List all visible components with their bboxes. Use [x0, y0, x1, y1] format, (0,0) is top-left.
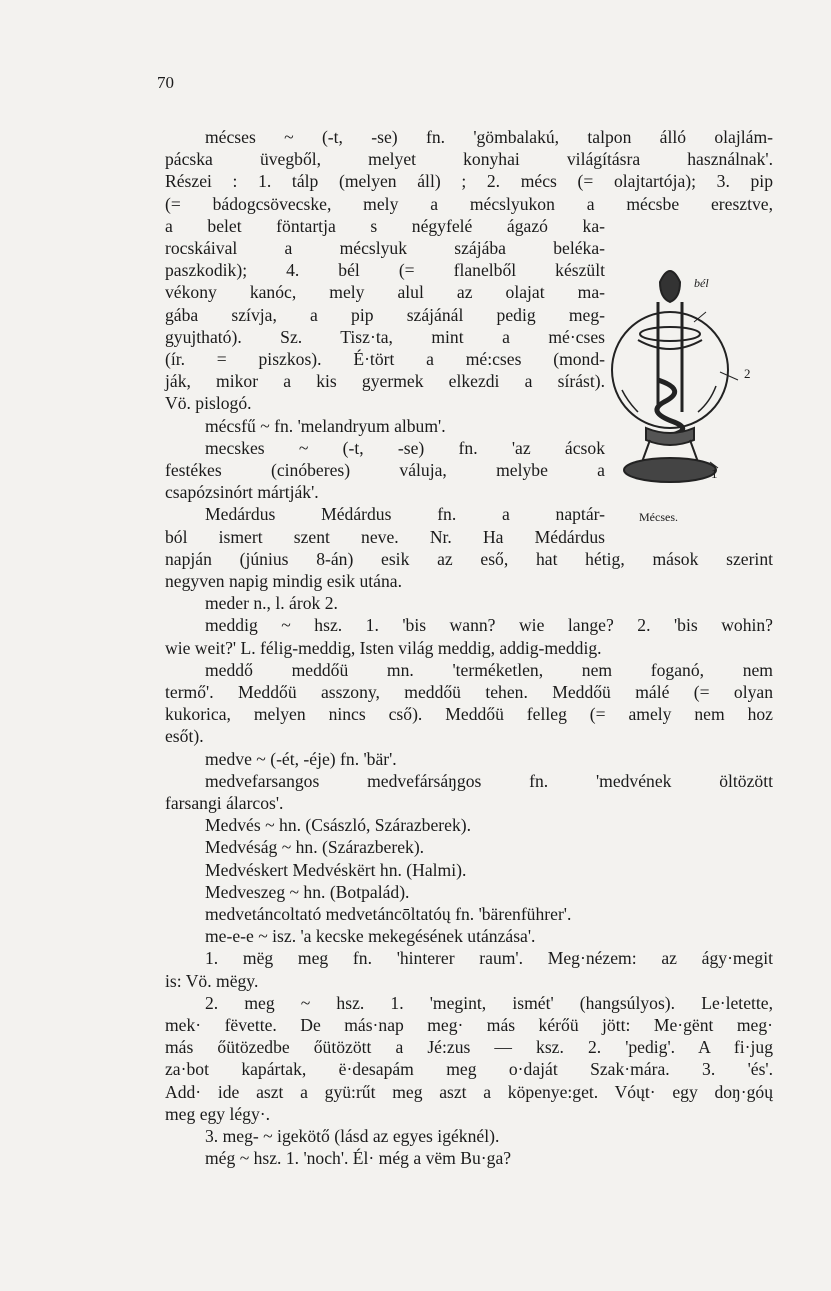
text-line: Medvéság ~ hn. (Szárazberek).: [205, 837, 425, 858]
text-line: mek· fëvette. De más·nap meg· más kérőü jött: Me·gënt meg·: [165, 1015, 773, 1035]
text-line: 1. mëg meg fn. 'hinterer raum'. Meg·nézem: az ágy·megit: [205, 948, 773, 969]
figure-label-2: 2: [744, 366, 751, 381]
text-line: 2. meg ~ hsz. 1. 'megint, ismét' (hangsúlyos). Le·letette,: [205, 992, 773, 1013]
text-line: kukorica, melyen nincs cső). Meddőü felleg (= amely nem hoz: [165, 704, 773, 725]
text-line: gyujtható). Sz. Tisz·ta, mint a mé·cses: [165, 326, 605, 347]
lamp-glass-bowl: [612, 312, 728, 428]
text-line: medvetáncoltató medvetáncōltatóų fn. 'bärenführer'.: [205, 904, 572, 924]
text-line: csapózsinórt mártják'.: [165, 482, 319, 503]
text-line: esőt).: [165, 726, 204, 747]
page-number: 70: [157, 73, 174, 92]
text-line: Add· ide aszt a gyü:rűt meg aszt a köpenye:get. Vóųt· egy doŋ·góų: [165, 1081, 773, 1102]
text-line: Medvés ~ hn. (Császló, Szárazberek).: [205, 815, 472, 836]
text-line: pácska üvegből, melyet konyhai világításra használnak'.: [165, 149, 773, 170]
text-line: za·bot kapártak, ë·desapám meg o·daját Szak·mára. 3. 'és'.: [165, 1059, 773, 1080]
text-line: ják, mikor a kis gyermek elkezdi a sírást).: [165, 371, 605, 392]
text-line: festékes (cinóberes) váluja, melybe a: [165, 460, 605, 480]
figure-label-1: 1: [711, 466, 718, 481]
text-line: medvefarsangos medvefársáŋgos fn. 'medvének öltözött: [205, 770, 773, 791]
text-line: a belet föntartja s négyfelé ágazó ka-: [165, 215, 605, 236]
text-line: rocskáival a mécslyuk szájába beléka-: [165, 238, 605, 258]
text-line: ból ismert szent neve. Nr. Ha Médárdus: [165, 526, 605, 547]
text-line: (ír. = piszkos). É·tört a mé:cses (mond-: [165, 349, 605, 369]
text-line: 3. meg- ~ igekötő (lásd az egyes igéknél).: [205, 1126, 500, 1146]
text-line: Vö. pislogó.: [165, 393, 252, 414]
text-line: vékony kanóc, mely alul az olajat ma-: [165, 282, 605, 303]
text-line: wie weit?' L. félig-meddig, Isten világ meddig, addig-meddig.: [165, 637, 602, 658]
text-line: paszkodik); 4. bél (= flanelből készült: [165, 260, 605, 281]
text-line: is: Vö. mëgy.: [165, 970, 259, 991]
oil-lamp-illustration: [598, 262, 758, 502]
text-line: meddig ~ hsz. 1. 'bis wann? wie lange? 2. 'bis wohin?: [205, 615, 773, 636]
text-line: farsangi álarcos'.: [165, 793, 284, 813]
text-line: termő'. Meddőü asszony, meddőü tehen. Meddőü málé (= olyan: [165, 682, 773, 702]
text-line: mécses ~ (-t, -se) fn. 'gömbalakú, talpon álló olajlám-: [205, 127, 773, 147]
text-line: Medvéskert Medvéskërt hn. (Halmi).: [205, 859, 467, 880]
figure-caption: Mécses.: [639, 510, 678, 524]
text-line: Medveszeg ~ hn. (Botpalád).: [205, 881, 410, 902]
text-line: meg egy légy·.: [165, 1103, 271, 1124]
text-line: mécsfű ~ fn. 'melandryum album'.: [205, 415, 446, 436]
text-line: még ~ hsz. 1. 'noch'. Él· még a vëm Bu·ga?: [205, 1148, 512, 1169]
text-line: negyven napig mindig esik utána.: [165, 571, 402, 591]
text-line: meder n., l. árok 2.: [205, 593, 338, 614]
text-line: Medárdus Médárdus fn. a naptár-: [205, 504, 605, 525]
text-line: gába szívja, a pip szájánál pedig meg-: [165, 304, 605, 325]
text-line: (= bádogcsövecske, mely a mécslyukon a mécsbe eresztve,: [165, 193, 773, 214]
text-line: medve ~ (-ét, -éje) fn. 'bär'.: [205, 748, 397, 769]
text-line: meddő meddőü mn. 'terméketlen, nem foganó, nem: [205, 659, 773, 680]
text-line: me-e-e ~ isz. 'a kecske mekegésének utánzása'.: [205, 926, 536, 947]
text-line: mecskes ~ (-t, -se) fn. 'az ácsok: [205, 437, 605, 458]
text-line: Részei : 1. tálp (melyen áll) ; 2. mécs (= olajtartója); 3. pip: [165, 171, 773, 192]
text-line: napján (június 8-án) esik az eső, hat hétig, mások szerint: [165, 548, 773, 569]
text-line: más őütözedbe őütözött a Jé:zus — ksz. 2. 'pedig'. A fi·jug: [165, 1037, 773, 1058]
figure-label-bel: bél: [694, 276, 709, 290]
